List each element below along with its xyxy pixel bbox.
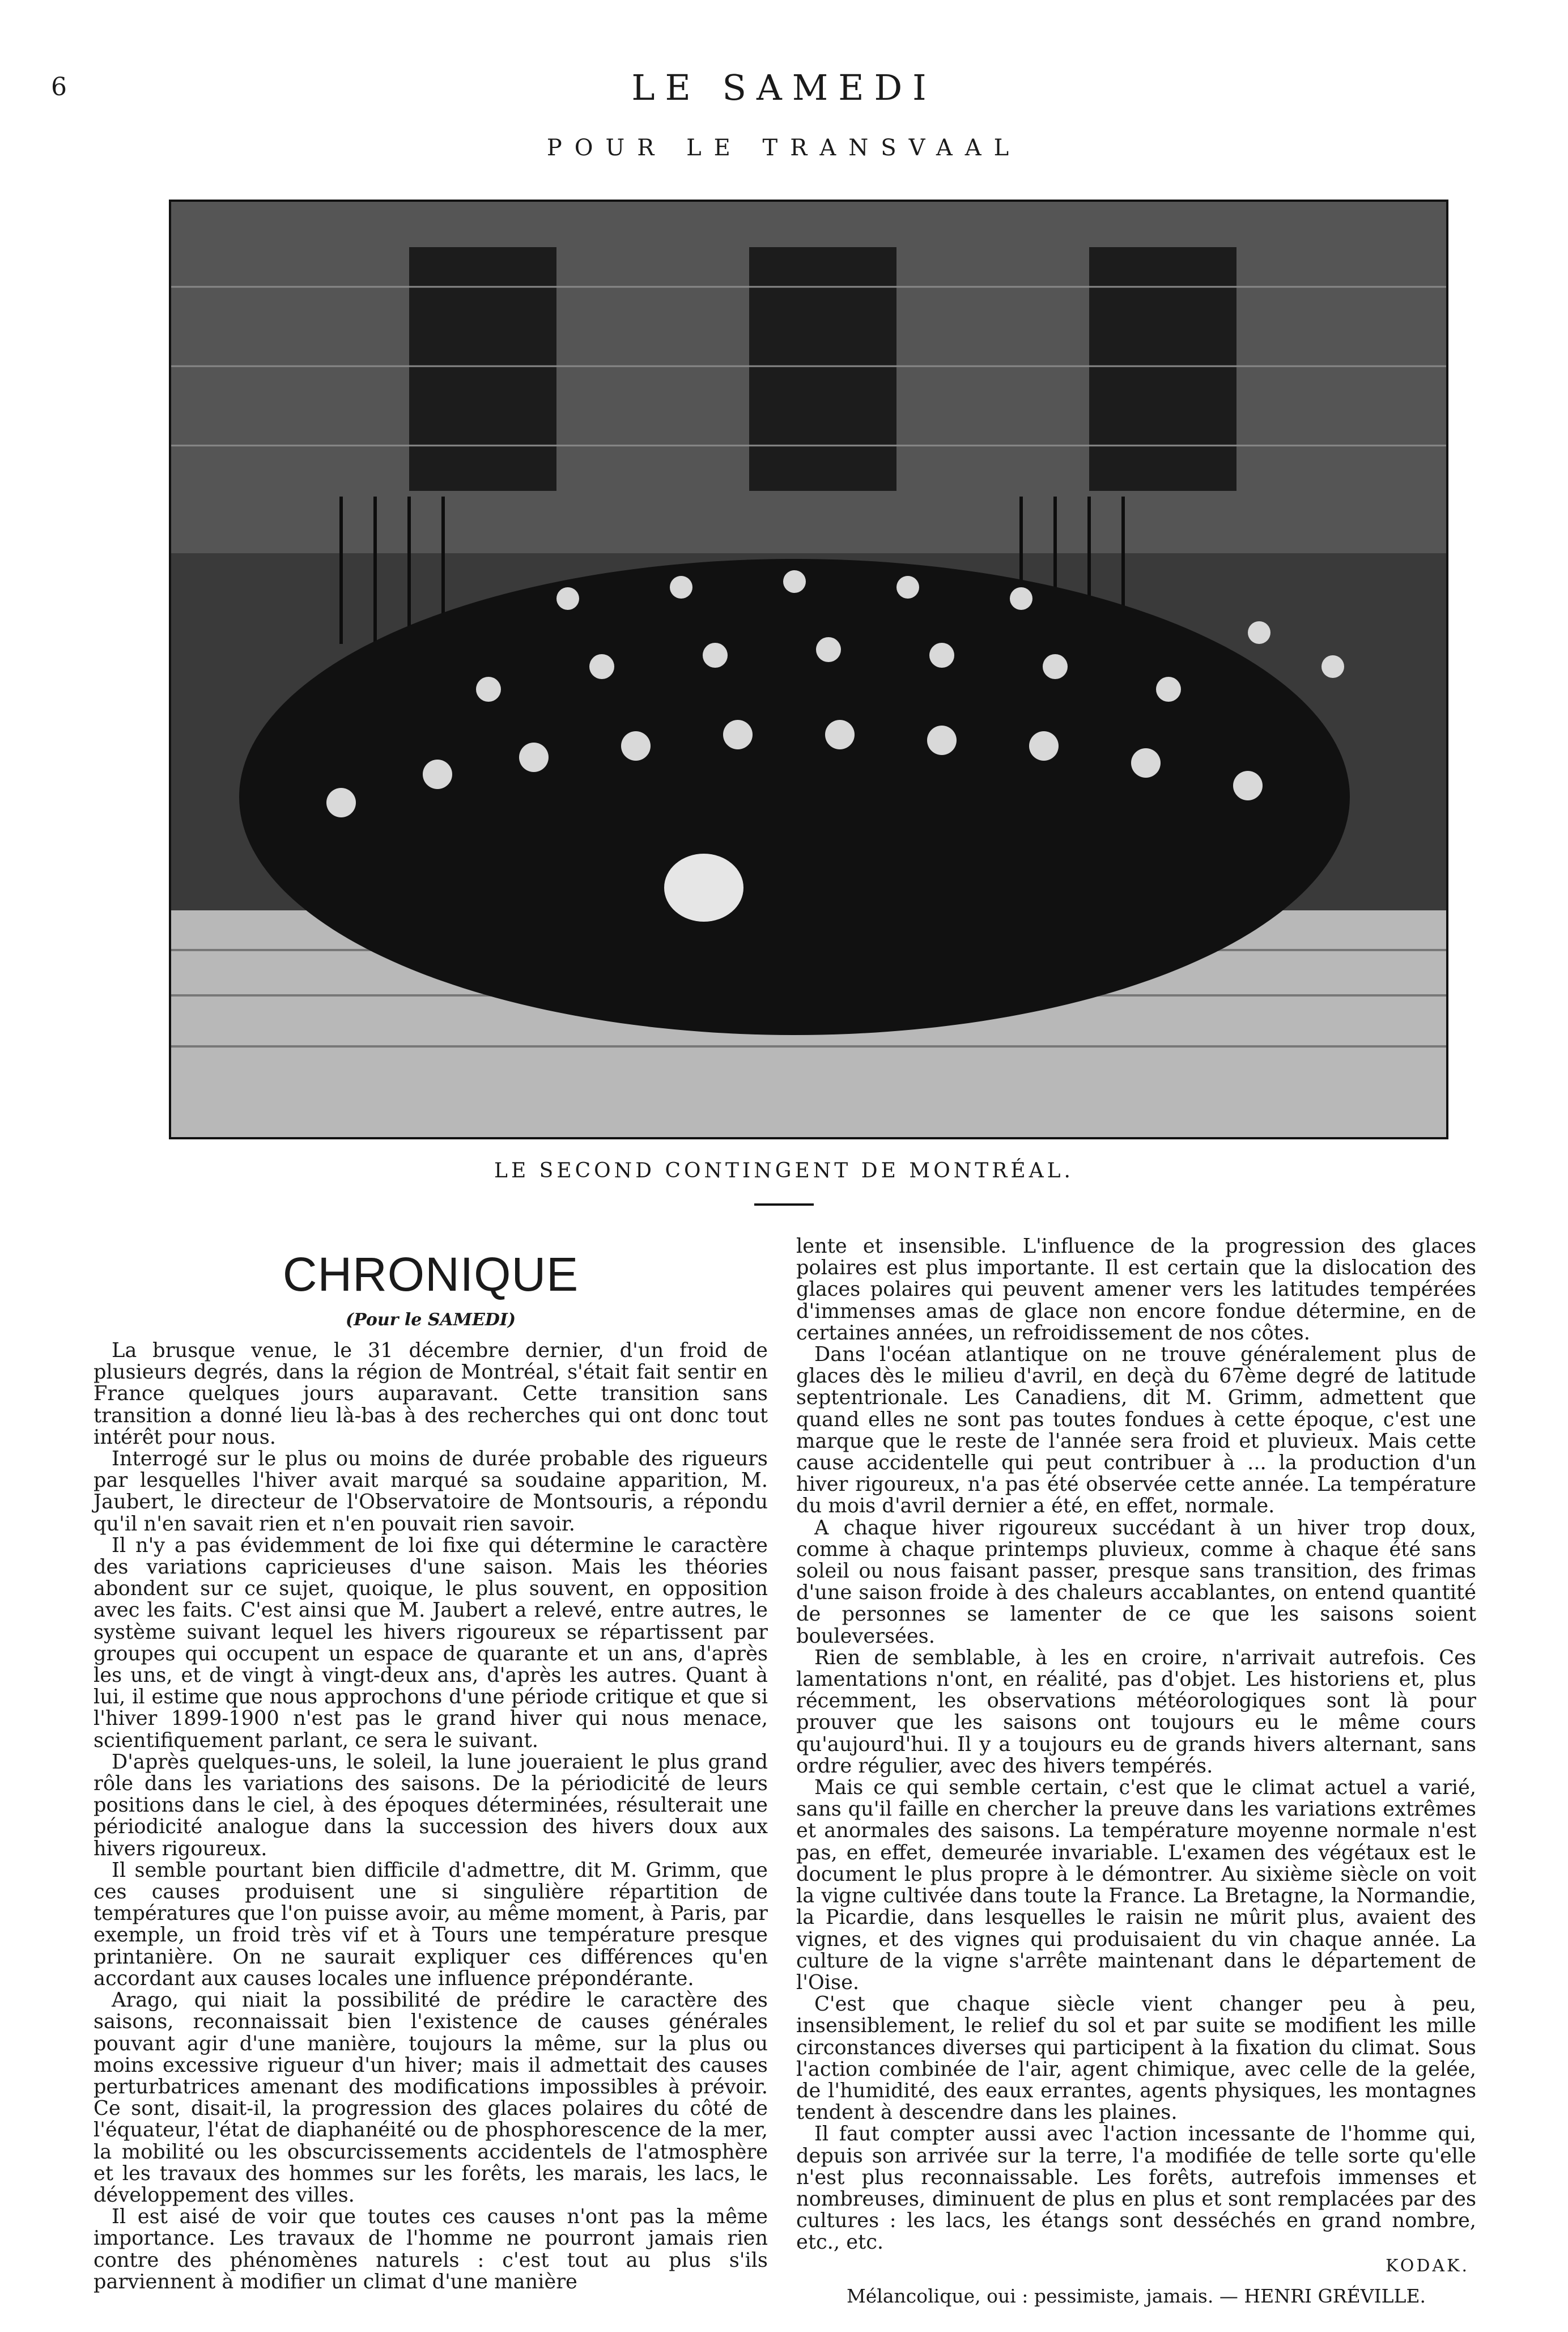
closing-quote: Mélancolique, oui : pessimiste, jamais. — HENRI GRÉVILLE.	[846, 2284, 1426, 2307]
photo-illustration	[171, 202, 1446, 1137]
article-byline: (Pour le SAMEDI)	[345, 1310, 516, 1330]
article-column-left	[94, 1236, 768, 2293]
group-photograph	[169, 200, 1448, 1139]
article-paragraph: D'après quelques-uns, le soleil, la lune joueraient le plus grand rôle dans les variations des saisons. De la périodicité de leurs positions dans le ciel, à des époques déterminées, résulterait une périodicité analogue dans la succession des hivers doux aux hivers rigoureux.	[94, 1750, 768, 1860]
article-paragraph: Mais ce qui semble certain, c'est que le climat actuel a varié, sans qu'il faille en chercher la preuve dans les variations extrêmes et anormales des saisons. La température moyenne normale n'est pas, en effet, demeurée invariable. L'examen des végétaux est le document le plus propre à le démontrer. Au sixième siècle on voit la vigne cultivée dans toute la France. La Bretagne, la Normandie, la Picardie, dans lesquelles le raisin ne mûrit plus, avaient des vignes, et des vignes qui produisaient du vin chaque année. La culture de la vigne s'arrête maintenant dans le département de l'Oise.	[796, 1776, 1476, 1994]
article-signature: KODAK.	[1386, 2255, 1469, 2276]
page-number: 6	[51, 73, 67, 101]
article-paragraph: Rien de semblable, à les en croire, n'arrivait autrefois. Ces lamentations n'ont, en réalité, pas d'objet. Les historiens et, plus récemment, les observations météorologiques sont là pour prouver que les saisons ont toujours eu le même cours qu'aujourd'hui. Il y a toujours eu de grands hivers alternant, sans ordre régulier, avec des hivers tempérés.	[796, 1646, 1476, 1778]
photo-caption: LE SECOND CONTINGENT DE MONTRÉAL.	[494, 1159, 1074, 1182]
article-paragraph: Il n'y a pas évidemment de loi fixe qui détermine le caractère des variations capricieuses d'une saison. Mais les théories abondent sur ce sujet, quoique, le plus souvent, en opposition avec les faits. C'est ainsi que M. Jaubert a relevé, entre autres, le système suivant lequel les hivers rigoureux se répartissent par groupes qui occupent un espace de quarante et un ans, d'après les uns, et de vingt à vingt-deux ans, d'après les autres. Quant à lui, il estime que nous approchons d'une période critique et que si l'hiver 1899-1900 n'est pas le grand hiver qui nous menace, scientifiquement parlant, ce sera le suivant.	[94, 1533, 768, 1752]
article-heading: CHRONIQUE	[282, 1248, 579, 1301]
article-paragraph: C'est que chaque siècle vient changer peu à peu, insensiblement, le relief du sol et par suite se modifient les mille circonstances diverses qui participent à la fixation du climat. Sous l'action combinée de l'air, agent chimique, avec celle de la gelée, de l'humidité, des eaux errantes, agents physiques, les montagnes tendent à descendre dans les plaines.	[796, 1992, 1476, 2125]
article-paragraph: Dans l'océan atlantique on ne trouve généralement plus de glaces dès le milieu d'avril, en deçà du 67ème degré de latitude septentrionale. Les Canadiens, dit M. Grimm, admettent que quand elles ne sont pas toutes fondues à cette époque, c'est une marque que le reste de l'année sera froid et pluvieux. Mais cette cause accidentelle qui peut contribuer à ... la production d'un hiver rigoureux, n'a pas été observée cette année. La température du mois d'avril dernier a été, en effet, normale.	[796, 1343, 1476, 1518]
caption-divider	[754, 1203, 814, 1206]
article-paragraph: A chaque hiver rigoureux succédant à un hiver trop doux, comme à chaque printemps pluvieux, comme à chaque été sans soleil ou nous faisant passer, presque sans transition, des frimas d'une saison froide à des chaleurs accablantes, on entend quantité de personnes se lamenter de ce que les saisons soient bouleversées.	[796, 1516, 1476, 1648]
article-column-right	[796, 1236, 1476, 2307]
article-paragraph: Il semble pourtant bien difficile d'admettre, dit M. Grimm, que ces causes produisent une si singulière répartition de températures que l'on puisse avoir, au même moment, à Paris, par exemple, un froid très vif et à Tours une température presque printanière. On ne saurait expliquer ces différences qu'en accordant aux causes locales une influence prépondérante.	[94, 1858, 768, 1990]
article-paragraph: Arago, qui niait la possibilité de prédire le caractère des saisons, reconnaissait bien l'existence de causes générales pouvant agir d'une manière, toujours la même, sur la plus ou moins excessive rigueur d'un hiver; mais il admettait des causes perturbatrices amenant des modifications impossibles à prévoir. Ce sont, disait-il, la progression des glaces polaires du côté de l'équateur, l'état de diaphanéité ou de phosphorescence de la mer, la mobilité ou les obscurcissements accidentels de l'atmosphère et les travaux des hommes sur les forêts, les marais, les lacs, le développement des villes.	[94, 1988, 768, 2207]
article-paragraph: Interrogé sur le plus ou moins de durée probable des rigueurs par lesquelles l'hiver avait marqué sa soudaine apparition, M. Jaubert, le directeur de l'Observatoire de Montsouris, a répondu qu'il n'en savait rien et n'en pouvait rien savoir.	[94, 1447, 768, 1536]
article-paragraph: Il faut compter aussi avec l'action incessante de l'homme qui, depuis son arrivée sur la terre, l'a modifiée de telle sorte qu'elle n'est plus reconnaissable. Les forêts, autrefois immenses et nombreuses, diminuent de plus en plus et sont remplacées par des cultures : les lacs, les étangs sont desséchés en grand nombre, etc., etc.	[796, 2122, 1476, 2254]
masthead-title: LE SAMEDI	[631, 67, 937, 108]
article-paragraph: La brusque venue, le 31 décembre dernier, d'un froid de plusieurs degrés, dans la région de Montréal, s'était fait sentir en France quelques jours auparavant. Cette transition sans transition a donné lieu là-bas à des recherches qui ont donc tout intérêt pour nous.	[94, 1339, 768, 1449]
article-paragraph: Il est aisé de voir que toutes ces causes n'ont pas la même importance. Les travaux de l'homme ne pourront jamais rien contre des phénomènes naturels : c'est tout au plus s'ils parviennent à modifier un climat d'une manière	[94, 2205, 768, 2293]
masthead-subtitle: POUR LE TRANSVAAL	[546, 135, 1022, 161]
article-paragraph: lente et insensible. L'influence de la progression des glaces polaires est plus importante. Il est certain que la dislocation des glaces polaires qui peuvent amener vers les latitudes tempérées d'immenses amas de glace non encore fondue détermine, en de certaines années, un refroidissement de nos côtes.	[796, 1235, 1476, 1345]
